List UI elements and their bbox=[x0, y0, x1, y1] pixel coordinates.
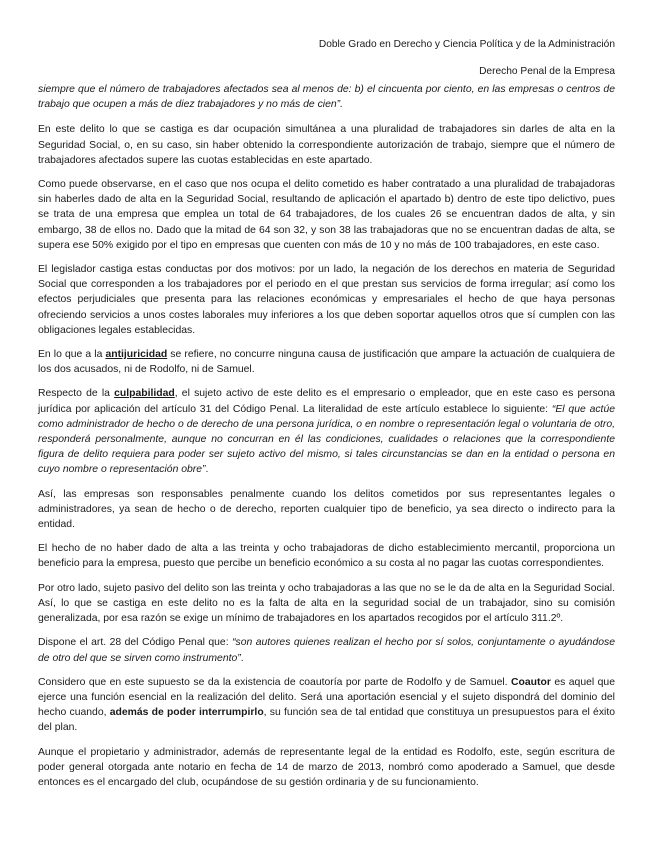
paragraph-passive-subject: Por otro lado, sujeto pasivo del delito son las treinta y ocho trabajadoras a las que no se le da de alta en la Seguridad Social. Así, lo que se castiga en este delito no es la falta de alta en la seguridad social de un trabajador, sino su comisión generalizada, por esa razón se exige un mínimo de trabajadores en los apartados recogidos por el artículo 311.2º. bbox=[38, 582, 615, 625]
text-segment: Dispone el art. 28 del Código Penal que: bbox=[38, 637, 233, 649]
paragraph-offense-description: En este delito lo que se castiga es dar ocupación simultánea a una pluralidad de trabajadores sin darles de alta en la Seguridad Social, o, en su caso, sin haber obtenido la correspondiente autorización de trabajo, siempre que el número de trabajadores afectados supere las cuotas establecidas en este apartado. bbox=[38, 124, 615, 166]
paragraph-quote-continuation: siempre que el número de trabajadores afectados sea al menos de: b) el cincuenta por ciento, en las empresas o centros de trabajo que ocupen a más de diez trabajadores y no más de cien”. bbox=[38, 84, 615, 111]
paragraph-benefit: El hecho de no haber dado de alta a las treinta y ocho trabajadoras de dicho establecimiento mercantil, proporciona un beneficio para la empresa, puesto que percibe un beneficio económico a su costa al no pagar las cuotas correspondientes. bbox=[38, 543, 615, 570]
text-segment: . bbox=[205, 464, 209, 476]
paragraph-owner-administrator: Aunque el propietario y administrador, además de representante legal de la entidad es Rodolfo, este, según escritura de poder general otorgada ante notario en fecha de 14 de marzo de 2013, nombró como apoderado a Samuel, que desde entonces es el encargado del club, ocupándose de su gestión ordinaria y de su funcionamiento. bbox=[38, 746, 615, 788]
text-segment: . bbox=[240, 652, 244, 664]
paragraph-company-liability: Así, las empresas son responsables penalmente cuando los delitos cometidos por sus representantes legales o administradores, ya sean de hecho o de derecho, reporten cualquier tipo de beneficio, ya sea directo o indirecto para la entidad. bbox=[38, 488, 615, 531]
quote-article-31: “El que actúe como administrador de hecho o de derecho de una persona jurídica, o en nombre o representación legal o voluntaria de otro, responderá personalmente, aunque no concurran en él las condiciones, cualidades o relaciones que la correspondiente figura de delito requiera para poder ser sujeto activo del mismo, si tales circunstancias se dan en la entidad o persona en cuyo nombre o representación obre” bbox=[38, 403, 615, 476]
text-segment: , su función sea de tal entidad que constituya un presupuestos para el éxito del plan. bbox=[38, 707, 615, 734]
text-segment: , el sujeto activo de este delito es el empresario o empleador, que en este caso es persona jurídica por aplicación del artículo 31 del Código Penal. La literalidad de este artículo establece lo siguiente: bbox=[38, 388, 616, 415]
paragraph-coautoria bbox=[38, 675, 615, 736]
paragraph-article-28 bbox=[38, 635, 615, 665]
emphasis-interrupt: además de poder interrumpirlo bbox=[109, 707, 264, 719]
text-segment: Considero que en este supuesto se da la existencia de coautoría por parte de Rodolfo y de Samuel. bbox=[38, 676, 512, 688]
term-antijuricidad: antijuricidad bbox=[105, 349, 168, 361]
paragraph-case-application: Como puede observarse, en el caso que nos ocupa el delito cometido es haber contratado a una pluralidad de trabajadoras sin haberles dado de alta en la Seguridad Social, resultando de aplicación el apartado b) dentro de este tipo delictivo, pues se trata de una empresa que emplea un total de 64 trabajadores, de los cuales 26 se encuentran dados de alta, y sin embargo, 38 de ellos no. Dado que la mitad de 64 son 32, y son 38 las trabajadoras que no se encuentran dadas de alta, se supera ese 50% exigido por el tipo en empresas que cuenten con más de 10 y no más de 100 trabajadores, en este caso. bbox=[38, 179, 615, 251]
text-segment: es aquel que ejerce una función esencial en la realización del delito. Será una aportación esencial y el sujeto dispondrá del dominio del hecho cuando, bbox=[38, 676, 615, 719]
header-course: Derecho Penal de la Empresa bbox=[479, 66, 615, 77]
term-culpabilidad: culpabilidad bbox=[114, 388, 175, 400]
text-segment: se refiere, no concurre ninguna causa de justificación que ampare la actuación de cualquiera de los dos acusados, ni de Rodolfo, ni de Samuel. bbox=[38, 349, 615, 376]
quote-article-28: “son autores quienes realizan el hecho por sí solos, conjuntamente o ayudándose de otro del que se sirven como instrumento” bbox=[38, 637, 615, 664]
paragraph-antijuricidad bbox=[38, 347, 615, 377]
paragraph-culpabilidad bbox=[38, 386, 615, 477]
paragraph-legislator-motives: El legislador castiga estas conductas por dos motivos: por un lado, la negación de los derechos en materia de Seguridad Social que corresponden a los trabajadores por el periodo en el que prestan sus servicios de forma irregular; así como los efectos perjudiciales que presenta para las relaciones económicas y empresariales el hecho de que haya personas ofreciendo servicios a unos costes laborales muy inferiores a los que deben soportar aquellos otros que sí cumplen con las obligaciones legales establecidas. bbox=[38, 264, 615, 336]
header-degree: Doble Grado en Derecho y Ciencia Política y de la Administración bbox=[318, 39, 615, 50]
text-segment: En lo que a la bbox=[38, 349, 106, 361]
term-coautor: Coautor bbox=[511, 676, 551, 688]
text-segment: Respecto de la bbox=[38, 388, 115, 400]
